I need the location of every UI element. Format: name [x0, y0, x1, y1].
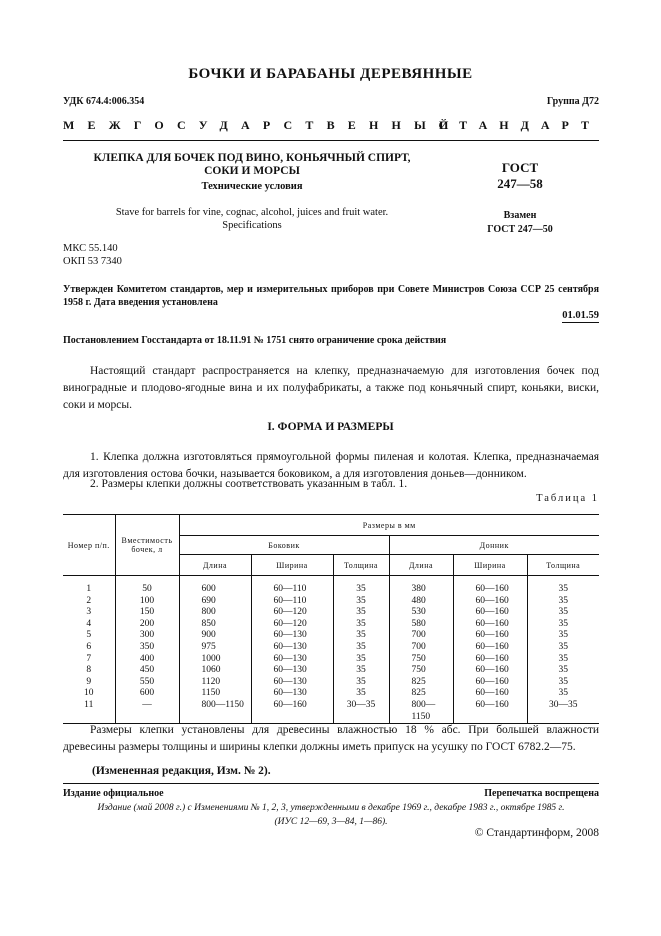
cell-side-width: 60—130 [251, 642, 333, 654]
gost-number: 247—58 [497, 176, 543, 191]
table-row [63, 619, 599, 631]
cell-bottom-length: 825 [389, 677, 453, 689]
edition-line-1: Издание (май 2008 г.) с Изменениями № 1, 2, 3, утвержденными в декабре 1969 г., декабре 1983 г., октябре 1985 г. [97, 803, 565, 813]
cell-bottom-thickness: 30—35 [527, 700, 599, 724]
header-bottom-width: Ширина [453, 555, 527, 576]
header-capacity: Вместимость бочек, л [115, 515, 179, 576]
cell-side-width: 60—130 [251, 665, 333, 677]
cell-side-width: 60—160 [251, 700, 333, 724]
english-title-line-2: Specifications [222, 219, 282, 231]
cell-row-number: 8 [86, 665, 92, 676]
cell-side-thickness: 35 [333, 654, 389, 666]
cell-side-width: 60—120 [251, 607, 333, 619]
scope-paragraph: Настоящий стандарт распространяется на клепку, предназначаемую для изготовления бочек под виноградные и плодово-ягодные вина и их полуфабрикаты, а также под коньячный спирт, коньяки, виски, соки и морсы. [63, 365, 599, 411]
edition-line-2: (ИУС 12—69, 3—84, 1—86). [274, 816, 388, 827]
cell-bottom-length: 750 [389, 654, 453, 666]
cell-side-width: 60—130 [251, 677, 333, 689]
header-bottom-stave: Донник [389, 536, 599, 555]
cell-side-width: 60—110 [251, 596, 333, 608]
cell-row-number: 3 [86, 607, 92, 618]
udk-code: УДК 674.4:006.354 [63, 96, 145, 107]
cell-bottom-width: 60—160 [453, 642, 527, 654]
cell-bottom-length: 380 [389, 576, 453, 596]
cell-bottom-thickness: 35 [527, 654, 599, 666]
cell-capacity: 450 [115, 665, 179, 677]
mks-code: МКС 55.140 [63, 243, 118, 254]
cell-bottom-thickness: 35 [527, 576, 599, 596]
cell-bottom-thickness: 35 [527, 677, 599, 689]
english-title [63, 207, 441, 232]
cell-bottom-length: 800—1150 [389, 700, 453, 724]
table-body [63, 576, 599, 724]
okp-code: ОКП 53 7340 [63, 255, 122, 267]
series-title: БОЧКИ И БАРАБАНЫ ДЕРЕВЯННЫЕ [188, 66, 473, 82]
introduction-date: 01.01.59 [562, 310, 599, 321]
cell-side-thickness: 35 [333, 665, 389, 677]
document-subtitle: Технические условия [201, 181, 303, 192]
cell-row-number: 11 [84, 699, 94, 710]
cell-bottom-thickness: 35 [527, 607, 599, 619]
header-bottom-length: Длина [389, 555, 453, 576]
cell-bottom-length: 825 [389, 688, 453, 700]
cell-side-thickness: 35 [333, 688, 389, 700]
cell-side-thickness: 35 [333, 630, 389, 642]
cell-bottom-width: 60—160 [453, 700, 527, 724]
replaces-block [470, 209, 570, 237]
allowance-paragraph: Размеры клепки установлены для древесины влажностью 18 % абс. При большей влажности древесины размеры толщины и ширины клепки должны иметь припуск на усушку по ГОСТ 6782.2—75. [63, 724, 599, 753]
gost-designation [470, 160, 570, 192]
cell-row-number: 5 [86, 630, 92, 641]
cell-bottom-length: 530 [389, 607, 453, 619]
cell-side-thickness: 35 [333, 677, 389, 689]
stave-sizes-table [63, 514, 599, 724]
header-sizes: Размеры в мм [179, 515, 599, 536]
cell-row-number: 6 [86, 641, 92, 652]
cell-bottom-length: 700 [389, 630, 453, 642]
document-title [63, 152, 441, 178]
cell-side-thickness: 35 [333, 619, 389, 631]
cell-side-length: 1060 [179, 665, 251, 677]
cell-side-width: 60—130 [251, 654, 333, 666]
cell-bottom-length: 750 [389, 665, 453, 677]
title-line-2: СОКИ И МОРСЫ [204, 165, 300, 177]
cell-bottom-width: 60—160 [453, 607, 527, 619]
cell-bottom-width: 60—160 [453, 630, 527, 642]
table-caption: Таблица 1 [536, 493, 599, 504]
cell-bottom-width: 60—160 [453, 654, 527, 666]
cell-capacity: 550 [115, 677, 179, 689]
clause-2: 2. Размеры клепки должны соответствовать указанным в табл. 1. [90, 478, 408, 490]
header-divider [63, 140, 599, 141]
table-row [63, 630, 599, 642]
table-row [63, 677, 599, 689]
amendment-note: (Измененная редакция, Изм. № 2). [92, 765, 271, 777]
cell-side-length: 900 [179, 630, 251, 642]
cell-side-width: 60—120 [251, 619, 333, 631]
cell-row-number: 2 [86, 595, 92, 606]
official-edition-label: Издание официальное [63, 788, 164, 799]
cell-row-number: 1 [86, 584, 92, 594]
footer-divider [63, 783, 599, 784]
cell-bottom-thickness: 35 [527, 619, 599, 631]
cell-bottom-length: 580 [389, 619, 453, 631]
cell-side-length: 800—1150 [179, 700, 251, 724]
cell-capacity: 150 [115, 607, 179, 619]
copyright: © Стандартинформ, 2008 [474, 827, 599, 839]
header-side-thickness: Толщина [333, 555, 389, 576]
edition-note [63, 802, 599, 829]
cell-bottom-length: 700 [389, 642, 453, 654]
cell-side-length: 1120 [179, 677, 251, 689]
cell-side-width: 60—130 [251, 630, 333, 642]
table-row [63, 665, 599, 677]
cell-capacity: 50 [115, 576, 179, 596]
cell-capacity: 100 [115, 596, 179, 608]
cell-bottom-width: 60—160 [453, 619, 527, 631]
cell-bottom-width: 60—160 [453, 688, 527, 700]
cell-side-length: 1150 [179, 688, 251, 700]
resolution-statement: Постановлением Госстандарта от 18.11.91 № 1751 снято ограничение срока действия [63, 335, 447, 346]
clause-1: 1. Клепка должна изготовляться прямоугольной формы пиленая и колотая. Клепка, предназначаемая для изготовления остова бочки, называется боковиком, а для изготовления доньев—донником. [63, 451, 599, 480]
gost-label: ГОСТ [501, 160, 539, 175]
cell-side-width: 60—130 [251, 688, 333, 700]
table-row [63, 700, 599, 724]
table-row [63, 688, 599, 700]
table-row [63, 596, 599, 608]
cell-capacity: 600 [115, 688, 179, 700]
cell-side-length: 600 [179, 576, 251, 596]
cell-row-number: 9 [86, 676, 92, 687]
group-code: Группа Д72 [546, 96, 599, 107]
cell-bottom-width: 60—160 [453, 576, 527, 596]
cell-side-thickness: 30—35 [333, 700, 389, 724]
cell-bottom-thickness: 35 [527, 642, 599, 654]
cell-side-thickness: 35 [333, 576, 389, 596]
reprint-prohibited-label: Перепечатка воспрещена [484, 788, 599, 799]
cell-side-thickness: 35 [333, 642, 389, 654]
cell-bottom-thickness: 35 [527, 665, 599, 677]
classification-codes [63, 243, 122, 268]
cell-bottom-width: 60—160 [453, 596, 527, 608]
header-side-length: Длина [179, 555, 251, 576]
table-row [63, 654, 599, 666]
cell-bottom-thickness: 35 [527, 630, 599, 642]
header-bottom-thickness: Толщина [527, 555, 599, 576]
cell-bottom-length: 480 [389, 596, 453, 608]
cell-bottom-width: 60—160 [453, 665, 527, 677]
standard-label: СТАНДАРТ [438, 118, 601, 132]
cell-side-length: 1000 [179, 654, 251, 666]
cell-row-number: 7 [86, 653, 92, 664]
cell-side-width: 60—110 [251, 576, 333, 596]
title-line-1: КЛЕПКА ДЛЯ БОЧЕК ПОД ВИНО, КОНЬЯЧНЫЙ СПИРТ, [93, 152, 411, 164]
english-title-line-1: Stave for barrels for vine, cognac, alcohol, juices and fruit water. [115, 207, 389, 218]
cell-side-length: 850 [179, 619, 251, 631]
replaces-value: ГОСТ 247—50 [487, 224, 553, 235]
cell-side-thickness: 35 [333, 596, 389, 608]
section-heading: I. ФОРМА И РАЗМЕРЫ [267, 421, 394, 433]
cell-capacity: — [115, 700, 179, 724]
table-row [63, 576, 599, 596]
cell-bottom-thickness: 35 [527, 596, 599, 608]
approval-statement: Утвержден Комитетом стандартов, мер и измерительных приборов при Совете Министров Союза ССР 25 сентября 1958 г. Дата введения установлена [63, 284, 599, 308]
cell-side-length: 690 [179, 596, 251, 608]
header-side-stave: Боковик [179, 536, 389, 555]
cell-capacity: 350 [115, 642, 179, 654]
table-row [63, 642, 599, 654]
cell-bottom-width: 60—160 [453, 677, 527, 689]
cell-capacity: 200 [115, 619, 179, 631]
replaces-label: Взамен [503, 210, 537, 221]
cell-row-number: 4 [86, 618, 92, 629]
interstate-label: МЕЖГОСУДАРСТВЕННЫЙ [63, 118, 462, 132]
header-number: Номер п/п. [63, 515, 115, 576]
header-side-width: Ширина [251, 555, 333, 576]
cell-capacity: 300 [115, 630, 179, 642]
cell-row-number: 10 [84, 688, 94, 699]
cell-side-thickness: 35 [333, 607, 389, 619]
cell-side-length: 975 [179, 642, 251, 654]
cell-bottom-thickness: 35 [527, 688, 599, 700]
table-row [63, 607, 599, 619]
cell-side-length: 800 [179, 607, 251, 619]
cell-capacity: 400 [115, 654, 179, 666]
